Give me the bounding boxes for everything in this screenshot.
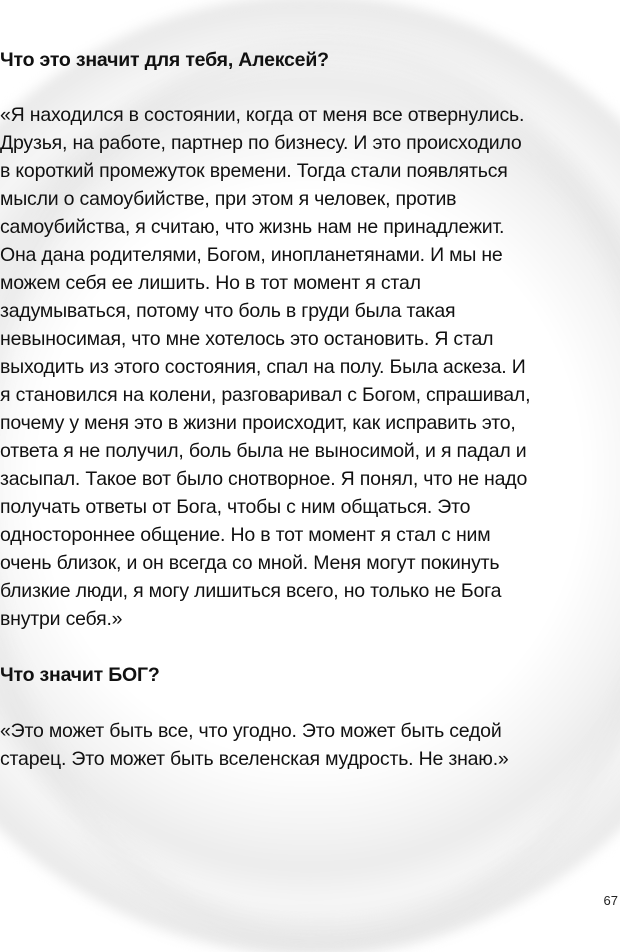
answer-1-line: невыносимая, что мне хотелось это остановить. Я стал [0, 328, 494, 350]
answer-1-line: «Я находился в состоянии, когда от меня все отвернулись. [0, 104, 525, 126]
page-content [0, 46, 608, 773]
answer-1-line: Друзья, на работе, партнер по бизнесу. И это происходило [0, 132, 522, 154]
answer-1-line: засыпал. Такое вот было снотворное. Я понял, что не надо [0, 468, 528, 490]
answer-1-line: очень близок, и он всегда со мной. Меня могут покинуть [0, 552, 500, 574]
answer-1-line: я становился на колени, разговаривал с Богом, спрашивал, [0, 384, 531, 406]
answer-1-line: в короткий промежуток времени. Тогда стали появляться [0, 160, 508, 182]
answer-1-line: одностороннее общение. Но в тот момент я стал с ним [0, 524, 491, 546]
answer-1-line: близкие люди, я могу лишиться всего, но только не Бога [0, 580, 502, 602]
answer-1-line: внутри себя.» [0, 608, 123, 630]
answer-2-line: старец. Это может быть вселенская мудрость. Не знаю.» [0, 748, 509, 770]
answer-1-line: Она дана родителями, Богом, инопланетянами. И мы не [0, 244, 503, 266]
question-heading-2: Что значит БОГ? [0, 664, 160, 686]
answer-1-line: мысли о самоубийстве, при этом я человек, против [0, 188, 457, 210]
answer-1-line: ответа я не получил, боль была не выносимой, и я падал и [0, 440, 527, 462]
answer-1-line: выходить из этого состояния, спал на полу. Была аскеза. И [0, 356, 526, 378]
question-heading-1: Что это значит для тебя, Алексей? [0, 49, 329, 71]
answer-1-line: можем себя ее лишить. Но в тот момент я стал [0, 272, 421, 294]
answer-1-line: получать ответы от Бога, чтобы с ним общаться. Это [0, 496, 471, 518]
answer-1-line: самоубийства, я считаю, что жизнь нам не принадлежит. [0, 216, 505, 238]
answer-2-line: «Это может быть все, что угодно. Это может быть седой [0, 720, 502, 742]
answer-paragraph-1 [0, 101, 608, 633]
answer-1-line: задумываться, потому что боль в груди была такая [0, 300, 456, 322]
answer-paragraph-2 [0, 717, 608, 773]
page-number: 67 [603, 893, 618, 908]
answer-1-line: почему у меня это в жизни происходит, как исправить это, [0, 412, 516, 434]
